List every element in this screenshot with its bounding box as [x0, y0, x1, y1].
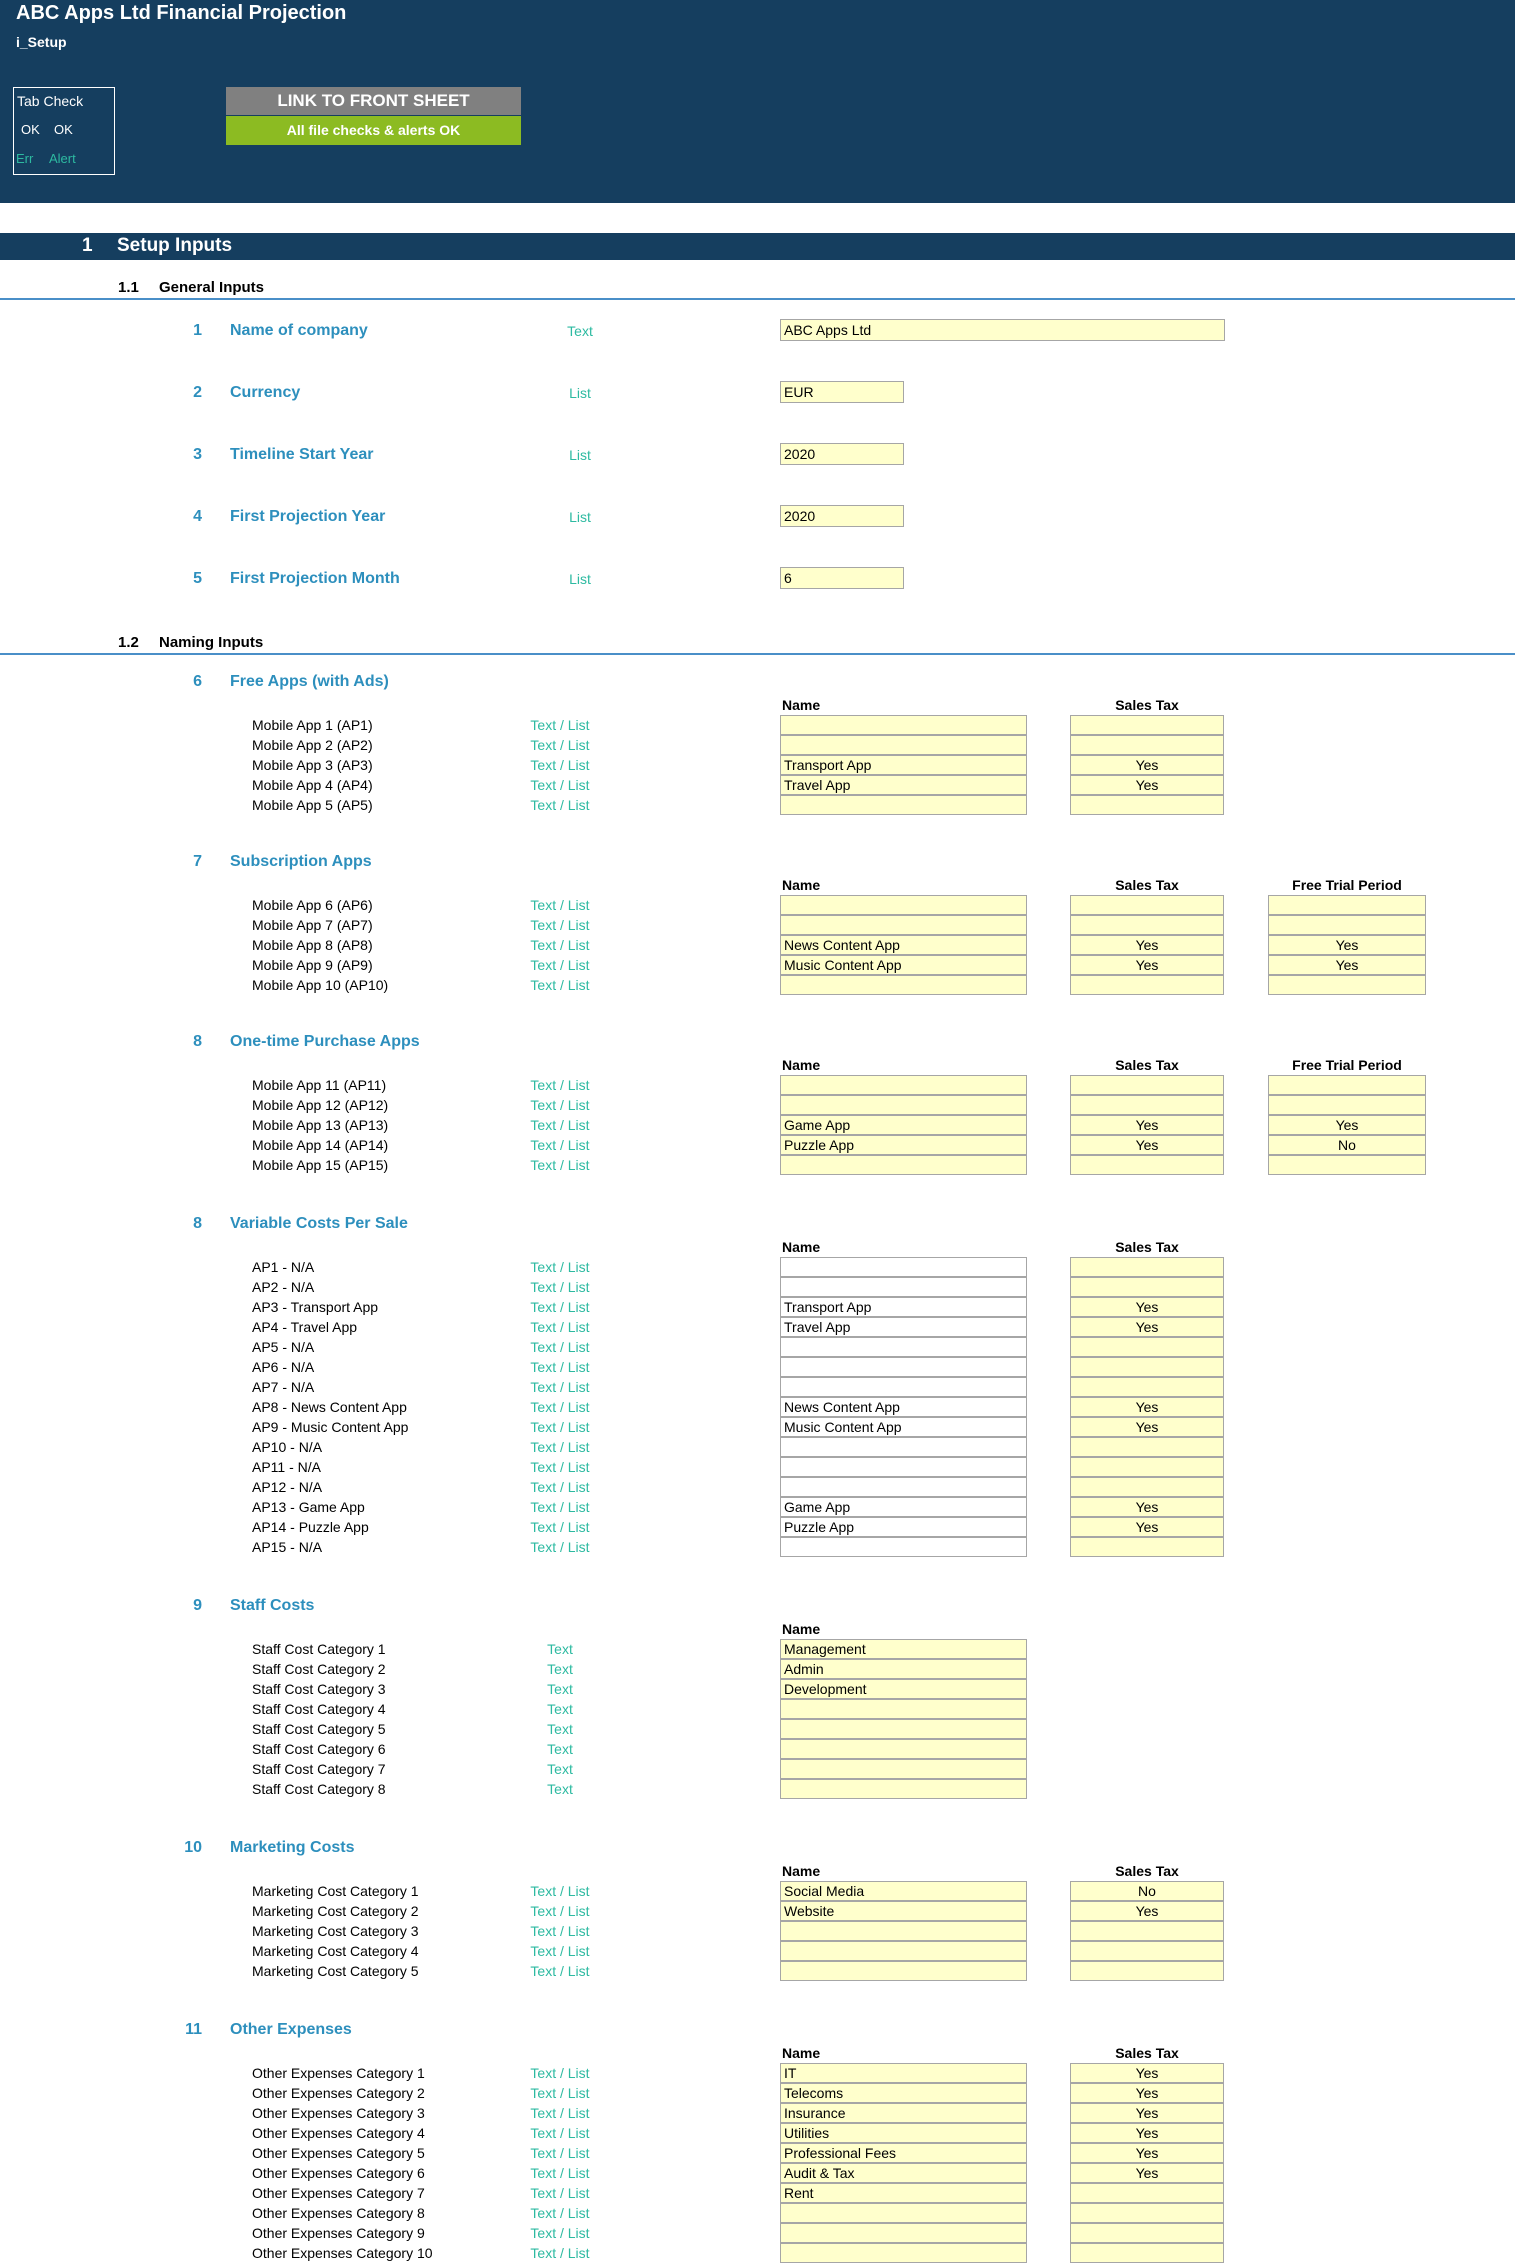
input-cell-tax[interactable]: Yes	[1070, 935, 1224, 955]
row-type: Text / List	[530, 1299, 590, 1315]
row-label: AP2 - N/A	[252, 1279, 315, 1295]
row-type: Text / List	[530, 1097, 590, 1113]
row-type: Text / List	[530, 2065, 590, 2081]
row-type: Text	[547, 1661, 573, 1677]
column-header-tax: Sales Tax	[1115, 2045, 1179, 2061]
input-cell-name[interactable]: Puzzle App	[780, 1517, 1027, 1537]
input-cell-tax[interactable]: Yes	[1070, 955, 1224, 975]
row-type: Text / List	[530, 737, 590, 753]
group-number: 10	[184, 1839, 202, 1856]
input-cell-name[interactable]	[780, 735, 1027, 755]
row-type: Text / List	[530, 797, 590, 813]
input-cell-tax[interactable]: Yes	[1070, 2123, 1224, 2143]
input-cell-name[interactable]	[780, 2223, 1027, 2243]
item-number: 5	[193, 570, 202, 587]
input-cell-tax[interactable]: Yes	[1070, 2163, 1224, 2183]
input-cell-name[interactable]	[780, 1377, 1027, 1397]
input-cell-tax[interactable]	[1070, 1095, 1224, 1115]
input-cell-tax[interactable]	[1070, 2183, 1224, 2203]
row-label: AP11 - N/A	[252, 1459, 321, 1475]
row-type: Text / List	[530, 1077, 590, 1093]
input-cell-name[interactable]	[780, 2243, 1027, 2263]
input-cell-tax[interactable]	[1070, 1337, 1224, 1357]
tab-check-ok: OK	[21, 122, 40, 137]
input-label: First Projection Year	[230, 508, 386, 525]
input-cell-name[interactable]	[780, 795, 1027, 815]
subsection-divider	[0, 298, 1515, 300]
row-type: Text / List	[530, 1903, 590, 1919]
row-label: Other Expenses Category 1	[252, 2065, 425, 2081]
row-label: Mobile App 3 (AP3)	[252, 757, 373, 773]
input-cell-tax[interactable]	[1070, 715, 1224, 735]
section-number: 1	[82, 235, 93, 256]
input-cell-tax[interactable]	[1070, 1277, 1224, 1297]
item-number: 3	[193, 446, 202, 463]
group-number: 6	[193, 673, 202, 690]
input-cell-name[interactable]: Travel App	[780, 775, 1027, 795]
row-label: AP6 - N/A	[252, 1359, 315, 1375]
subsection-title: General Inputs	[159, 279, 265, 296]
row-type: Text / List	[530, 1943, 590, 1959]
row-label: Staff Cost Category 5	[252, 1721, 386, 1737]
input-cell-tax[interactable]: Yes	[1070, 1317, 1224, 1337]
input-label: Name of company	[230, 322, 368, 339]
row-type: Text / List	[530, 1137, 590, 1153]
input-cell-trial[interactable]	[1268, 1075, 1426, 1095]
group-title: Staff Costs	[230, 1597, 315, 1614]
input-field[interactable]: 2020	[780, 443, 904, 465]
row-label: Other Expenses Category 4	[252, 2125, 425, 2141]
input-cell-tax[interactable]	[1070, 1457, 1224, 1477]
row-label: Mobile App 1 (AP1)	[252, 717, 373, 733]
row-type: Text / List	[530, 1519, 590, 1535]
row-type: Text / List	[530, 897, 590, 913]
input-cell-name[interactable]	[780, 915, 1027, 935]
row-label: AP15 - N/A	[252, 1539, 323, 1555]
input-cell-tax[interactable]	[1070, 895, 1224, 915]
row-label: Staff Cost Category 2	[252, 1661, 386, 1677]
input-cell-name[interactable]: Audit & Tax	[780, 2163, 1027, 2183]
input-label: First Projection Month	[230, 570, 400, 587]
link-to-front-sheet-button[interactable]: LINK TO FRONT SHEET	[226, 87, 521, 115]
input-cell-tax[interactable]	[1070, 2223, 1224, 2243]
input-cell-trial[interactable]	[1268, 895, 1426, 915]
column-header-name: Name	[782, 1863, 821, 1879]
row-type: Text / List	[530, 1279, 590, 1295]
input-cell-tax[interactable]: Yes	[1070, 1297, 1224, 1317]
row-label: Mobile App 15 (AP15)	[252, 1157, 389, 1173]
column-header-name: Name	[782, 877, 821, 893]
input-cell-name[interactable]	[780, 1779, 1027, 1799]
row-label: Marketing Cost Category 5	[252, 1963, 419, 1979]
input-cell-name[interactable]: Game App	[780, 1497, 1027, 1517]
input-cell-name[interactable]	[780, 1337, 1027, 1357]
input-cell-name[interactable]	[780, 1739, 1027, 1759]
input-cell-tax[interactable]: Yes	[1070, 2063, 1224, 2083]
row-type: Text / List	[530, 1379, 590, 1395]
row-type: Text / List	[530, 2185, 590, 2201]
row-type: Text / List	[530, 1459, 590, 1475]
row-label: AP3 - Transport App	[252, 1299, 379, 1315]
row-type: Text / List	[530, 1439, 590, 1455]
input-cell-tax[interactable]: Yes	[1070, 1417, 1224, 1437]
input-cell-name[interactable]	[780, 1941, 1027, 1961]
input-cell-trial[interactable]: Yes	[1268, 1115, 1426, 1135]
row-label: Staff Cost Category 4	[252, 1701, 386, 1717]
row-type: Text / List	[530, 1499, 590, 1515]
input-cell-tax[interactable]: Yes	[1070, 1135, 1224, 1155]
row-type: Text / List	[530, 2225, 590, 2241]
input-cell-name[interactable]	[780, 1075, 1027, 1095]
column-header-name: Name	[782, 2045, 821, 2061]
input-field[interactable]: EUR	[780, 381, 904, 403]
group-title: Marketing Costs	[230, 1839, 355, 1856]
item-number: 4	[193, 508, 202, 525]
row-type: Text	[547, 1781, 573, 1797]
row-label: Marketing Cost Category 3	[252, 1923, 419, 1939]
input-cell-tax[interactable]	[1070, 735, 1224, 755]
row-type: Text / List	[530, 1259, 590, 1275]
item-number: 2	[193, 384, 202, 401]
row-label: Mobile App 2 (AP2)	[252, 737, 373, 753]
row-type: Text / List	[530, 2085, 590, 2101]
row-type: Text / List	[530, 717, 590, 733]
input-cell-tax[interactable]: Yes	[1070, 2103, 1224, 2123]
tab-check-ok: OK	[54, 122, 73, 137]
input-cell-name[interactable]: Game App	[780, 1115, 1027, 1135]
input-cell-name[interactable]	[780, 975, 1027, 995]
item-number: 1	[193, 322, 202, 339]
input-cell-tax[interactable]	[1070, 1537, 1224, 1557]
row-type: Text / List	[530, 757, 590, 773]
row-type: Text / List	[530, 2125, 590, 2141]
row-type: Text / List	[530, 977, 590, 993]
row-label: Other Expenses Category 5	[252, 2145, 425, 2161]
row-label: Mobile App 11 (AP11)	[252, 1077, 387, 1093]
input-cell-tax[interactable]	[1070, 1357, 1224, 1377]
input-cell-tax[interactable]	[1070, 1477, 1224, 1497]
column-header-name: Name	[782, 1621, 821, 1637]
group-number: 11	[185, 2021, 202, 2038]
input-type: List	[569, 571, 591, 587]
input-cell-tax[interactable]	[1070, 2203, 1224, 2223]
sheet-name: i_Setup	[16, 34, 67, 50]
input-cell-name[interactable]: Telecoms	[780, 2083, 1027, 2103]
row-type: Text / List	[530, 2165, 590, 2181]
input-cell-tax[interactable]	[1070, 1257, 1224, 1277]
input-cell-name[interactable]: Rent	[780, 2183, 1027, 2203]
input-cell-name[interactable]: News Content App	[780, 1397, 1027, 1417]
row-label: Mobile App 8 (AP8)	[252, 937, 373, 953]
input-cell-name[interactable]: Insurance	[780, 2103, 1027, 2123]
row-type: Text / List	[530, 1479, 590, 1495]
row-label: Mobile App 14 (AP14)	[252, 1137, 389, 1153]
row-label: AP12 - N/A	[252, 1479, 323, 1495]
subsection-title: Naming Inputs	[159, 634, 264, 651]
row-label: AP10 - N/A	[252, 1439, 323, 1455]
input-cell-name[interactable]: Professional Fees	[780, 2143, 1027, 2163]
input-field[interactable]: ABC Apps Ltd	[780, 319, 1225, 341]
row-label: Staff Cost Category 3	[252, 1681, 386, 1697]
input-cell-name[interactable]: Music Content App	[780, 955, 1027, 975]
row-label: Staff Cost Category 8	[252, 1781, 386, 1797]
input-cell-name[interactable]	[780, 1699, 1027, 1719]
input-cell-tax[interactable]	[1070, 1437, 1224, 1457]
row-label: AP9 - Music Content App	[252, 1419, 409, 1435]
input-label: Timeline Start Year	[230, 446, 374, 463]
row-label: Other Expenses Category 7	[252, 2185, 425, 2201]
input-cell-name[interactable]: Puzzle App	[780, 1135, 1027, 1155]
input-cell-name[interactable]: Social Media	[780, 1881, 1027, 1901]
input-cell-trial[interactable]: No	[1268, 1135, 1426, 1155]
input-cell-tax[interactable]	[1070, 2243, 1224, 2263]
column-header-name: Name	[782, 697, 821, 713]
group-number: 9	[193, 1597, 202, 1614]
row-label: Other Expenses Category 10	[252, 2245, 433, 2261]
row-label: Mobile App 6 (AP6)	[252, 897, 373, 913]
row-type: Text / List	[530, 937, 590, 953]
row-label: Other Expenses Category 6	[252, 2165, 425, 2181]
input-cell-name[interactable]	[780, 1961, 1027, 1981]
row-type: Text / List	[530, 2105, 590, 2121]
input-cell-name[interactable]	[780, 1477, 1027, 1497]
input-cell-name[interactable]	[780, 715, 1027, 735]
group-title: One-time Purchase Apps	[230, 1033, 420, 1050]
input-cell-name[interactable]	[780, 1257, 1027, 1277]
input-field[interactable]: 2020	[780, 505, 904, 527]
row-type: Text	[547, 1741, 573, 1757]
input-cell-tax[interactable]: Yes	[1070, 1517, 1224, 1537]
input-type: Text	[567, 323, 593, 339]
input-cell-tax[interactable]: No	[1070, 1881, 1224, 1901]
row-label: AP1 - N/A	[252, 1259, 315, 1275]
input-type: List	[569, 509, 591, 525]
input-cell-name[interactable]: Music Content App	[780, 1417, 1027, 1437]
input-cell-name[interactable]: Admin	[780, 1659, 1027, 1679]
row-label: Mobile App 4 (AP4)	[252, 777, 373, 793]
column-header-trial: Free Trial Period	[1292, 1057, 1402, 1073]
row-label: Mobile App 5 (AP5)	[252, 797, 373, 813]
input-cell-tax[interactable]: Yes	[1070, 1115, 1224, 1135]
input-cell-trial[interactable]	[1268, 975, 1426, 995]
input-cell-tax[interactable]	[1070, 795, 1224, 815]
input-cell-trial[interactable]: Yes	[1268, 955, 1426, 975]
column-header-tax: Sales Tax	[1115, 877, 1179, 893]
input-cell-name[interactable]	[780, 895, 1027, 915]
input-cell-tax[interactable]	[1070, 1075, 1224, 1095]
row-label: Other Expenses Category 2	[252, 2085, 425, 2101]
row-type: Text / List	[530, 1339, 590, 1355]
row-type: Text	[547, 1641, 573, 1657]
row-label: Mobile App 7 (AP7)	[252, 917, 373, 933]
column-header-tax: Sales Tax	[1115, 697, 1179, 713]
status-badge: All file checks & alerts OK	[226, 116, 521, 145]
input-cell-name[interactable]	[780, 1759, 1027, 1779]
input-cell-tax[interactable]	[1070, 1921, 1224, 1941]
input-cell-tax[interactable]: Yes	[1070, 1497, 1224, 1517]
row-type: Text	[547, 1721, 573, 1737]
row-type: Text	[547, 1701, 573, 1717]
input-cell-tax[interactable]: Yes	[1070, 2083, 1224, 2103]
input-cell-name[interactable]	[780, 2203, 1027, 2223]
row-type: Text / List	[530, 1419, 590, 1435]
input-cell-name[interactable]	[780, 1155, 1027, 1175]
row-type: Text / List	[530, 2145, 590, 2161]
input-cell-name[interactable]: Transport App	[780, 1297, 1027, 1317]
input-cell-tax[interactable]: Yes	[1070, 2143, 1224, 2163]
input-cell-tax[interactable]: Yes	[1070, 1901, 1224, 1921]
row-label: Staff Cost Category 6	[252, 1741, 386, 1757]
row-label: AP13 - Game App	[252, 1499, 365, 1515]
row-type: Text	[547, 1681, 573, 1697]
row-label: Other Expenses Category 9	[252, 2225, 425, 2241]
group-number: 8	[193, 1215, 202, 1232]
tab-check-label: Tab Check	[17, 93, 84, 109]
row-label: AP5 - N/A	[252, 1339, 315, 1355]
input-cell-name[interactable]	[780, 1437, 1027, 1457]
subsection-number: 1.2	[118, 634, 139, 651]
row-label: AP4 - Travel App	[252, 1319, 358, 1335]
row-type: Text / List	[530, 1399, 590, 1415]
input-cell-name[interactable]: Travel App	[780, 1317, 1027, 1337]
group-number: 7	[193, 853, 202, 870]
row-label: Other Expenses Category 3	[252, 2105, 425, 2121]
row-label: Marketing Cost Category 2	[252, 1903, 419, 1919]
row-label: Mobile App 12 (AP12)	[252, 1097, 389, 1113]
row-label: Marketing Cost Category 4	[252, 1943, 419, 1959]
input-cell-name[interactable]: Management	[780, 1639, 1027, 1659]
input-label: Currency	[230, 384, 301, 401]
tab-check-err: Err	[16, 151, 34, 166]
row-type: Text / List	[530, 2245, 590, 2261]
input-cell-name[interactable]	[780, 1719, 1027, 1739]
input-cell-name[interactable]	[780, 1357, 1027, 1377]
row-label: AP7 - N/A	[252, 1379, 315, 1395]
input-cell-trial[interactable]: Yes	[1268, 935, 1426, 955]
group-title: Other Expenses	[230, 2021, 352, 2038]
row-type: Text / List	[530, 1117, 590, 1133]
tab-check-alert: Alert	[49, 151, 76, 166]
column-header-tax: Sales Tax	[1115, 1057, 1179, 1073]
row-label: AP14 - Puzzle App	[252, 1519, 369, 1535]
column-header-tax: Sales Tax	[1115, 1239, 1179, 1255]
row-label: Mobile App 13 (AP13)	[252, 1117, 389, 1133]
column-header-tax: Sales Tax	[1115, 1863, 1179, 1879]
row-type: Text / List	[530, 1923, 590, 1939]
row-type: Text / List	[530, 1963, 590, 1979]
row-type: Text / List	[530, 2205, 590, 2221]
row-type: Text / List	[530, 957, 590, 973]
row-label: Mobile App 9 (AP9)	[252, 957, 373, 973]
group-title: Free Apps (with Ads)	[230, 673, 389, 690]
input-field[interactable]: 6	[780, 567, 904, 589]
subsection-number: 1.1	[118, 279, 139, 296]
input-cell-trial[interactable]	[1268, 1095, 1426, 1115]
section-title: Setup Inputs	[117, 235, 233, 256]
input-cell-name[interactable]	[780, 1095, 1027, 1115]
row-label: AP8 - News Content App	[252, 1399, 407, 1415]
input-cell-name[interactable]	[780, 1921, 1027, 1941]
input-cell-tax[interactable]	[1070, 915, 1224, 935]
row-type: Text / List	[530, 917, 590, 933]
input-cell-name[interactable]: Website	[780, 1901, 1027, 1921]
group-title: Variable Costs Per Sale	[230, 1215, 408, 1232]
row-type: Text / List	[530, 1539, 590, 1555]
page-title: ABC Apps Ltd Financial Projection	[16, 2, 347, 24]
row-type: Text / List	[530, 1883, 590, 1899]
input-cell-trial[interactable]	[1268, 1155, 1426, 1175]
input-type: List	[569, 385, 591, 401]
row-label: Staff Cost Category 1	[252, 1641, 386, 1657]
row-label: Mobile App 10 (AP10)	[252, 977, 389, 993]
input-cell-tax[interactable]	[1070, 975, 1224, 995]
column-header-trial: Free Trial Period	[1292, 877, 1402, 893]
input-cell-name[interactable]	[780, 1537, 1027, 1557]
input-cell-name[interactable]	[780, 1277, 1027, 1297]
row-type: Text / List	[530, 777, 590, 793]
row-type: Text / List	[530, 1319, 590, 1335]
input-cell-name[interactable]: News Content App	[780, 935, 1027, 955]
row-label: Staff Cost Category 7	[252, 1761, 386, 1777]
input-cell-name[interactable]: Transport App	[780, 755, 1027, 775]
input-cell-tax[interactable]: Yes	[1070, 775, 1224, 795]
row-type: Text / List	[530, 1157, 590, 1173]
group-title: Subscription Apps	[230, 853, 372, 870]
row-type: Text	[547, 1761, 573, 1777]
column-header-name: Name	[782, 1057, 821, 1073]
subsection-divider	[0, 653, 1515, 655]
row-type: Text / List	[530, 1359, 590, 1375]
input-cell-tax[interactable]	[1070, 1377, 1224, 1397]
input-cell-tax[interactable]	[1070, 1941, 1224, 1961]
input-cell-name[interactable]: Utilities	[780, 2123, 1027, 2143]
input-cell-name[interactable]	[780, 1457, 1027, 1477]
input-cell-tax[interactable]	[1070, 1155, 1224, 1175]
input-cell-tax[interactable]	[1070, 1961, 1224, 1981]
input-type: List	[569, 447, 591, 463]
input-cell-name[interactable]: Development	[780, 1679, 1027, 1699]
row-label: Other Expenses Category 8	[252, 2205, 425, 2221]
column-header-name: Name	[782, 1239, 821, 1255]
input-cell-name[interactable]: IT	[780, 2063, 1027, 2083]
input-cell-tax[interactable]: Yes	[1070, 1397, 1224, 1417]
group-number: 8	[193, 1033, 202, 1050]
input-cell-tax[interactable]: Yes	[1070, 755, 1224, 775]
row-label: Marketing Cost Category 1	[252, 1883, 419, 1899]
input-cell-trial[interactable]	[1268, 915, 1426, 935]
